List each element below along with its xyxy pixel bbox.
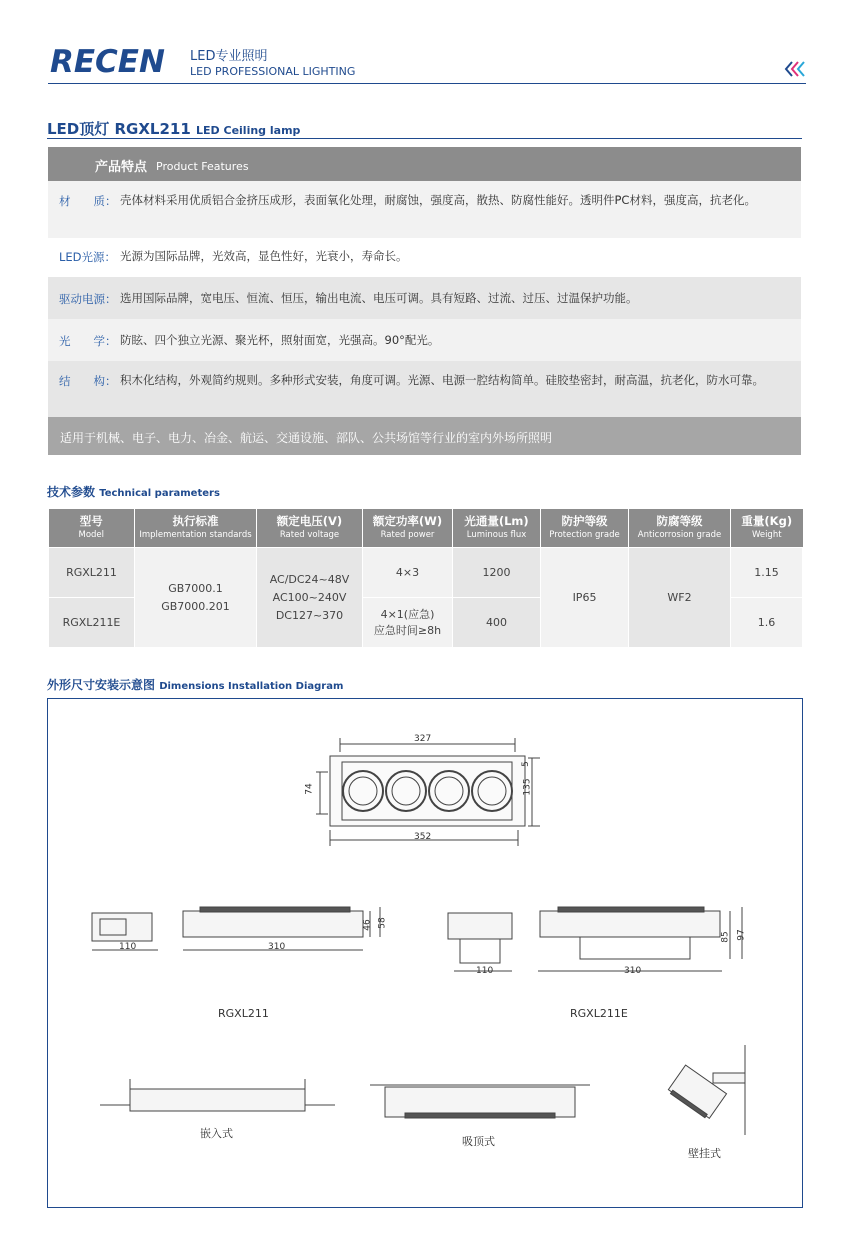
col-voltage: 额定电压(V) Rated voltage	[257, 509, 363, 548]
dim-label: 74	[304, 783, 315, 795]
feature-label: 光 学：	[59, 334, 117, 348]
col-model: 型号 Model	[49, 509, 135, 548]
recessed-mount-drawing	[100, 1075, 340, 1125]
dim-label: 58	[377, 917, 388, 929]
title-en: LED Ceiling lamp	[196, 124, 301, 137]
tagline-cn: LED专业照明	[190, 49, 268, 64]
wall-mount-drawing	[655, 1045, 765, 1135]
ceiling-mount-drawing	[365, 1075, 595, 1125]
feature-text: 选用国际品牌，宽电压、恒流、恒压，输出电流、电压可调。具有短路、过流、过压、过温保护功能。	[120, 291, 638, 305]
col-weight: 重量(Kg) Weight	[731, 509, 803, 548]
tech-heading-cn: 技术参数	[47, 485, 96, 499]
dim-label: 310	[268, 942, 286, 952]
col-protection: 防护等级 Protection grade	[541, 509, 629, 548]
feature-text: 防眩、四个独立光源、聚光杯，照射面宽，光强高。90°配光。	[120, 333, 440, 347]
page-title	[47, 118, 300, 139]
model-label-a: RGXL211	[218, 1007, 269, 1020]
header-divider	[48, 83, 806, 84]
dim-label: 46	[362, 919, 373, 931]
spec-table	[48, 509, 803, 648]
feature-row-optics	[48, 319, 801, 361]
dim-label: 352	[414, 832, 432, 842]
cell-power: 4×1(应急) 应急时间≥8h	[363, 598, 453, 648]
diagram-heading-en: Dimensions Installation Diagram	[159, 681, 344, 692]
table-header-row	[49, 509, 803, 548]
model-label-b: RGXL211E	[570, 1007, 628, 1020]
dim-label: 110	[119, 942, 137, 952]
feature-label: 材 质：	[59, 194, 117, 208]
diagram-heading-cn: 外形尺寸安装示意图	[47, 678, 156, 692]
mount-label-recessed: 嵌入式	[200, 1127, 233, 1140]
cell-model: RGXL211E	[49, 598, 135, 648]
dim-label: 97	[736, 929, 747, 941]
col-standards: 执行标准 Implementation standards	[135, 509, 257, 548]
feature-row-driver	[48, 277, 801, 319]
brand-logo: RECEN	[50, 44, 165, 80]
col-power: 额定功率(W) Rated power	[363, 509, 453, 548]
feature-label: LED光源：	[59, 250, 117, 264]
feature-text: 积木化结构，外观简约规则。多种形式安装，角度可调。光源、电源一腔结构简单。硅胶垫密封，耐高温，抗老化，防水可靠。	[120, 373, 764, 387]
feature-label: 结 构：	[59, 374, 117, 388]
cell-model: RGXL211	[49, 548, 135, 598]
title-divider	[47, 138, 802, 139]
feature-text: 光源为国际品牌，光效高，显色性好，光衰小，寿命长。	[120, 249, 408, 263]
feature-label: 驱动电源：	[59, 292, 117, 306]
title-cn: LED顶灯 RGXL211	[47, 120, 191, 138]
application-text: 适用于机械、电子、电力、冶金、航运、交通设施、部队、公共场馆等行业的室内外场所照明	[60, 431, 553, 445]
features-heading-en: Product Features	[156, 160, 249, 173]
cell-voltage: AC/DC24~48V AC100~240V DC127~370	[257, 548, 363, 648]
cell-power: 4×3	[363, 548, 453, 598]
features-heading-cn: 产品特点	[95, 160, 148, 175]
tagline-en: LED PROFESSIONAL LIGHTING	[190, 65, 356, 78]
tech-heading-en: Technical parameters	[99, 488, 220, 499]
dim-label: 5	[520, 761, 531, 767]
cell-anticorrosion: WF2	[629, 548, 731, 648]
feature-text: 壳体材料采用优质铝合金挤压成形，表面氧化处理，耐腐蚀，强度高，散热、防腐性能好。透明件PC材料，强度高，抗老化。	[120, 193, 756, 207]
dim-label: 135	[522, 778, 533, 796]
cell-standards: GB7000.1 GB7000.201	[135, 548, 257, 648]
dim-label: 110	[476, 966, 494, 976]
cell-flux: 1200	[453, 548, 541, 598]
feature-row-structure	[48, 361, 801, 417]
mount-label-ceiling: 吸顶式	[462, 1135, 495, 1148]
cell-protection: IP65	[541, 548, 629, 648]
cell-weight: 1.6	[731, 598, 803, 648]
mount-label-wall: 壁挂式	[688, 1147, 721, 1160]
feature-row-material	[48, 181, 801, 238]
dim-label: 85	[720, 931, 731, 943]
feature-row-led	[48, 238, 801, 277]
table-row	[49, 548, 803, 598]
features-application	[48, 417, 801, 455]
cell-flux: 400	[453, 598, 541, 648]
chevron-left-icon	[784, 60, 806, 78]
dim-label: 327	[414, 734, 432, 744]
features-header	[48, 147, 801, 181]
col-anticorrosion: 防腐等级 Anticorrosion grade	[629, 509, 731, 548]
tech-section-title	[47, 483, 220, 500]
dim-label: 310	[624, 966, 642, 976]
diagram-section-title	[47, 676, 343, 693]
cell-weight: 1.15	[731, 548, 803, 598]
col-flux: 光通量(Lm) Luminous flux	[453, 509, 541, 548]
